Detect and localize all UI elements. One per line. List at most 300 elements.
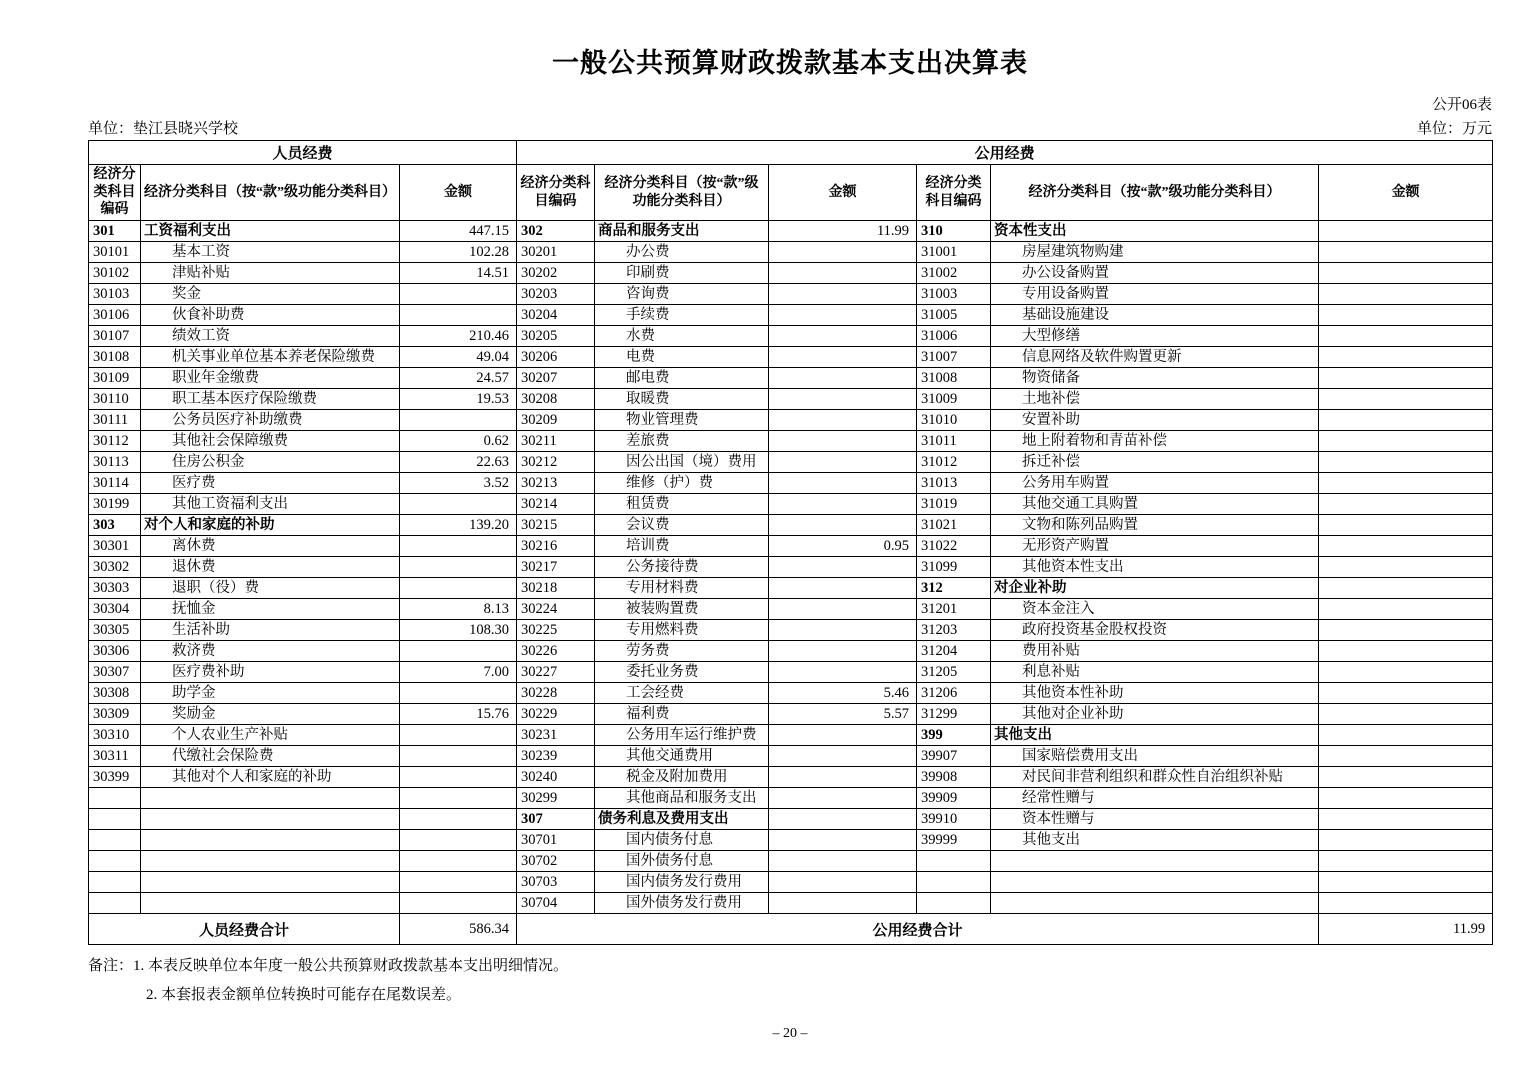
cell-code: 31204 [917, 641, 991, 662]
cell-code: 30224 [517, 599, 595, 620]
cell-amount [1319, 809, 1493, 830]
cell-amount [769, 431, 917, 452]
cell-name: 绩效工资 [141, 326, 400, 347]
group-header-personnel: 人员经费 [89, 141, 517, 165]
cell-code: 31021 [917, 515, 991, 536]
cell-code: 30229 [517, 704, 595, 725]
cell-amount [769, 242, 917, 263]
cell-amount: 14.51 [400, 263, 517, 284]
table-row [89, 494, 1493, 515]
cell-code: 30217 [517, 557, 595, 578]
cell-amount [769, 809, 917, 830]
cell-amount [400, 557, 517, 578]
cell-amount [1319, 851, 1493, 872]
cell-name: 医疗费 [141, 473, 400, 494]
unit-row [88, 117, 1492, 138]
cell-code: 31001 [917, 242, 991, 263]
cell-name: 电费 [595, 347, 769, 368]
personnel-total-label: 人员经费合计 [89, 914, 400, 945]
cell-name: 安置补助 [991, 410, 1319, 431]
cell-name: 取暖费 [595, 389, 769, 410]
cell-amount [1319, 515, 1493, 536]
cell-name: 医疗费补助 [141, 662, 400, 683]
cell-code: 30103 [89, 284, 141, 305]
cell-name: 津贴补贴 [141, 263, 400, 284]
cell-name: 国外债务发行费用 [595, 893, 769, 914]
cell-amount [769, 746, 917, 767]
column-header-code: 经济分类科目编码 [89, 165, 141, 221]
cell-code: 31299 [917, 704, 991, 725]
table-row [89, 830, 1493, 851]
cell-name: 其他商品和服务支出 [595, 788, 769, 809]
table-row [89, 263, 1493, 284]
cell-name: 物资储备 [991, 368, 1319, 389]
cell-code: 307 [517, 809, 595, 830]
cell-code [89, 851, 141, 872]
column-header-subject: 经济分类科目（按“款”级功能分类科目） [141, 165, 400, 221]
cell-name: 大型修缮 [991, 326, 1319, 347]
cell-amount [1319, 221, 1493, 242]
cell-code [89, 809, 141, 830]
cell-code: 30239 [517, 746, 595, 767]
cell-name: 公务用车购置 [991, 473, 1319, 494]
cell-amount [1319, 305, 1493, 326]
cell-name: 无形资产购置 [991, 536, 1319, 557]
cell-code: 30299 [517, 788, 595, 809]
table-row [89, 725, 1493, 746]
cell-code: 30304 [89, 599, 141, 620]
cell-name: 债务利息及费用支出 [595, 809, 769, 830]
cell-code: 30106 [89, 305, 141, 326]
cell-code: 30307 [89, 662, 141, 683]
cell-amount [769, 725, 917, 746]
cell-name [991, 851, 1319, 872]
form-code-label: 公开06表 [1431, 97, 1492, 113]
cell-name: 其他资本性补助 [991, 683, 1319, 704]
cell-amount: 3.52 [400, 473, 517, 494]
cell-amount [769, 284, 917, 305]
cell-code: 31013 [917, 473, 991, 494]
cell-name [141, 788, 400, 809]
cell-name: 资本性支出 [991, 221, 1319, 242]
cell-name: 工资福利支出 [141, 221, 400, 242]
cell-code: 301 [89, 221, 141, 242]
cell-name: 机关事业单位基本养老保险缴费 [141, 347, 400, 368]
cell-name: 离休费 [141, 536, 400, 557]
cell-code [89, 872, 141, 893]
cell-amount [1319, 410, 1493, 431]
note-line-1: 备注：1. 本表反映单位本年度一般公共预算财政拨款基本支出明细情况。 [88, 958, 569, 974]
cell-name: 水费 [595, 326, 769, 347]
column-header-amount: 金额 [769, 165, 917, 221]
cell-name: 会议费 [595, 515, 769, 536]
cell-amount [1319, 578, 1493, 599]
cell-amount [769, 851, 917, 872]
cell-code: 30216 [517, 536, 595, 557]
cell-name [141, 851, 400, 872]
cell-code: 30702 [517, 851, 595, 872]
cell-name: 救济费 [141, 641, 400, 662]
cell-code: 30214 [517, 494, 595, 515]
cell-amount [769, 347, 917, 368]
cell-name: 地上附着物和青苗补偿 [991, 431, 1319, 452]
cell-name: 对民间非营利组织和群众性自治组织补贴 [991, 767, 1319, 788]
cell-name: 职业年金缴费 [141, 368, 400, 389]
cell-amount [769, 872, 917, 893]
cell-code: 30301 [89, 536, 141, 557]
cell-name [141, 830, 400, 851]
cell-name: 其他对企业补助 [991, 704, 1319, 725]
cell-amount [1319, 767, 1493, 788]
cell-amount [1319, 725, 1493, 746]
cell-name: 委托业务费 [595, 662, 769, 683]
cell-code: 30310 [89, 725, 141, 746]
cell-amount [400, 872, 517, 893]
cell-code [917, 851, 991, 872]
cell-amount [1319, 536, 1493, 557]
cell-name: 房屋建筑物购建 [991, 242, 1319, 263]
note-line-2: 2. 本套报表金额单位转换时可能存在尾数误差。 [146, 987, 462, 1003]
cell-amount [1319, 641, 1493, 662]
cell-name: 公务员医疗补助缴费 [141, 410, 400, 431]
cell-name: 工会经费 [595, 683, 769, 704]
cell-amount [1319, 620, 1493, 641]
cell-name: 其他交通费用 [595, 746, 769, 767]
cell-name: 其他支出 [991, 830, 1319, 851]
cell-amount: 102.28 [400, 242, 517, 263]
cell-code: 30205 [517, 326, 595, 347]
table-row [89, 557, 1493, 578]
cell-code: 30703 [517, 872, 595, 893]
cell-name: 基本工资 [141, 242, 400, 263]
cell-code: 31012 [917, 452, 991, 473]
table-body [89, 221, 1493, 914]
cell-amount [400, 305, 517, 326]
table-row [89, 788, 1493, 809]
table-row [89, 809, 1493, 830]
cell-code: 39907 [917, 746, 991, 767]
public-total-label: 公用经费合计 [517, 914, 1319, 945]
cell-name: 公务接待费 [595, 557, 769, 578]
cell-name: 资本金注入 [991, 599, 1319, 620]
cell-code: 30114 [89, 473, 141, 494]
cell-name: 基础设施建设 [991, 305, 1319, 326]
cell-amount: 24.57 [400, 368, 517, 389]
cell-name [141, 893, 400, 914]
cell-code: 30101 [89, 242, 141, 263]
cell-name: 印刷费 [595, 263, 769, 284]
cell-code: 30215 [517, 515, 595, 536]
cell-code: 30203 [517, 284, 595, 305]
cell-code: 31201 [917, 599, 991, 620]
cell-name [991, 872, 1319, 893]
cell-code: 399 [917, 725, 991, 746]
cell-name: 维修（护）费 [595, 473, 769, 494]
cell-code: 39909 [917, 788, 991, 809]
cell-code [917, 872, 991, 893]
cell-amount [400, 767, 517, 788]
cell-amount [400, 410, 517, 431]
cell-name: 手续费 [595, 305, 769, 326]
cell-name: 代缴社会保险费 [141, 746, 400, 767]
cell-code: 30311 [89, 746, 141, 767]
cell-amount [400, 725, 517, 746]
cell-amount [769, 599, 917, 620]
table-row [89, 242, 1493, 263]
column-header-subject: 经济分类科目（按“款”级功能分类科目） [991, 165, 1319, 221]
cell-name: 国内债务发行费用 [595, 872, 769, 893]
cell-code: 30111 [89, 410, 141, 431]
cell-code: 31005 [917, 305, 991, 326]
totals-row [89, 914, 1493, 945]
cell-amount [1319, 452, 1493, 473]
cell-code: 31006 [917, 326, 991, 347]
table-row [89, 851, 1493, 872]
cell-amount [400, 284, 517, 305]
cell-code [89, 788, 141, 809]
cell-code: 31003 [917, 284, 991, 305]
cell-name [141, 872, 400, 893]
cell-amount [769, 410, 917, 431]
cell-code: 31203 [917, 620, 991, 641]
cell-name: 办公设备购置 [991, 263, 1319, 284]
cell-name: 专用设备购置 [991, 284, 1319, 305]
cell-amount [400, 809, 517, 830]
cell-name: 国外债务付息 [595, 851, 769, 872]
cell-amount: 49.04 [400, 347, 517, 368]
cell-amount [769, 641, 917, 662]
cell-amount [1319, 662, 1493, 683]
cell-name: 抚恤金 [141, 599, 400, 620]
cell-amount [1319, 284, 1493, 305]
cell-code: 30303 [89, 578, 141, 599]
cell-name: 咨询费 [595, 284, 769, 305]
table-row [89, 893, 1493, 914]
table-row [89, 599, 1493, 620]
cell-code: 30102 [89, 263, 141, 284]
cell-amount [400, 536, 517, 557]
cell-code: 31205 [917, 662, 991, 683]
cell-code: 39908 [917, 767, 991, 788]
cell-amount [1319, 830, 1493, 851]
cell-amount [1319, 704, 1493, 725]
cell-amount: 5.46 [769, 683, 917, 704]
cell-code: 30212 [517, 452, 595, 473]
cell-amount [769, 893, 917, 914]
cell-amount [769, 620, 917, 641]
cell-name: 差旅费 [595, 431, 769, 452]
cell-amount [769, 662, 917, 683]
cell-name: 商品和服务支出 [595, 221, 769, 242]
cell-name: 邮电费 [595, 368, 769, 389]
cell-name: 土地补偿 [991, 389, 1319, 410]
cell-name [141, 809, 400, 830]
cell-amount [400, 788, 517, 809]
cell-code: 30228 [517, 683, 595, 704]
table-row [89, 515, 1493, 536]
cell-name: 住房公积金 [141, 452, 400, 473]
column-header-code: 经济分类科目编码 [917, 165, 991, 221]
cell-amount [1319, 494, 1493, 515]
cell-code: 30399 [89, 767, 141, 788]
cell-name: 福利费 [595, 704, 769, 725]
cell-code: 30202 [517, 263, 595, 284]
table-row [89, 452, 1493, 473]
cell-amount [1319, 263, 1493, 284]
cell-name [991, 893, 1319, 914]
cell-code: 30107 [89, 326, 141, 347]
cell-code: 31009 [917, 389, 991, 410]
cell-amount: 8.13 [400, 599, 517, 620]
cell-amount: 139.20 [400, 515, 517, 536]
cell-name: 租赁费 [595, 494, 769, 515]
cell-code: 30704 [517, 893, 595, 914]
table-row [89, 305, 1493, 326]
cell-amount [1319, 557, 1493, 578]
cell-name: 专用燃料费 [595, 620, 769, 641]
cell-amount: 108.30 [400, 620, 517, 641]
cell-name: 利息补贴 [991, 662, 1319, 683]
cell-name: 国内债务付息 [595, 830, 769, 851]
group-header-row [89, 141, 1493, 165]
cell-amount [769, 326, 917, 347]
group-header-public: 公用经费 [517, 141, 1493, 165]
cell-name: 助学金 [141, 683, 400, 704]
cell-amount: 22.63 [400, 452, 517, 473]
table-row [89, 704, 1493, 725]
table-row [89, 389, 1493, 410]
cell-name: 政府投资基金股权投资 [991, 620, 1319, 641]
table-row [89, 536, 1493, 557]
cell-code [917, 893, 991, 914]
cell-amount [1319, 473, 1493, 494]
cell-amount: 7.00 [400, 662, 517, 683]
cell-code: 30305 [89, 620, 141, 641]
cell-name: 对个人和家庭的补助 [141, 515, 400, 536]
cell-amount [769, 767, 917, 788]
cell-amount: 0.95 [769, 536, 917, 557]
cell-code: 30701 [517, 830, 595, 851]
cell-amount [1319, 746, 1493, 767]
cell-amount [769, 263, 917, 284]
cell-code: 31011 [917, 431, 991, 452]
cell-code: 31099 [917, 557, 991, 578]
cell-amount [400, 641, 517, 662]
cell-code: 30113 [89, 452, 141, 473]
cell-code: 31019 [917, 494, 991, 515]
cell-amount [400, 851, 517, 872]
cell-name: 税金及附加费用 [595, 767, 769, 788]
cell-code: 302 [517, 221, 595, 242]
table-row [89, 410, 1493, 431]
cell-amount: 0.62 [400, 431, 517, 452]
cell-code: 30204 [517, 305, 595, 326]
cell-amount [1319, 347, 1493, 368]
table-row [89, 872, 1493, 893]
page-number: – 20 – [772, 1026, 808, 1041]
cell-amount [400, 578, 517, 599]
cell-code: 30208 [517, 389, 595, 410]
cell-amount [400, 830, 517, 851]
cell-name: 拆迁补偿 [991, 452, 1319, 473]
cell-code: 30308 [89, 683, 141, 704]
cell-name: 奖金 [141, 284, 400, 305]
cell-name: 职工基本医疗保险缴费 [141, 389, 400, 410]
table-row [89, 662, 1493, 683]
cell-name: 退休费 [141, 557, 400, 578]
cell-name: 其他支出 [991, 725, 1319, 746]
cell-name: 奖励金 [141, 704, 400, 725]
cell-code: 303 [89, 515, 141, 536]
cell-code: 31008 [917, 368, 991, 389]
cell-name: 退职（役）费 [141, 578, 400, 599]
cell-amount [400, 683, 517, 704]
cell-name: 伙食补助费 [141, 305, 400, 326]
cell-amount [400, 494, 517, 515]
cell-code: 30206 [517, 347, 595, 368]
cell-amount [400, 746, 517, 767]
cell-amount [1319, 242, 1493, 263]
table-row [89, 578, 1493, 599]
cell-name: 劳务费 [595, 641, 769, 662]
cell-amount [769, 830, 917, 851]
cell-amount [769, 557, 917, 578]
cell-name: 信息网络及软件购置更新 [991, 347, 1319, 368]
column-header-row [89, 165, 1493, 221]
cell-code: 312 [917, 578, 991, 599]
cell-code: 30227 [517, 662, 595, 683]
table-row [89, 284, 1493, 305]
cell-amount: 15.76 [400, 704, 517, 725]
cell-code: 30211 [517, 431, 595, 452]
cell-code: 30240 [517, 767, 595, 788]
table-row [89, 326, 1493, 347]
cell-amount [1319, 368, 1493, 389]
cell-code: 30108 [89, 347, 141, 368]
cell-code: 30231 [517, 725, 595, 746]
cell-code: 30209 [517, 410, 595, 431]
cell-code: 30207 [517, 368, 595, 389]
page-title: 一般公共预算财政拨款基本支出决算表 [552, 48, 1028, 78]
personnel-total-amount: 586.34 [400, 914, 517, 945]
cell-code: 39910 [917, 809, 991, 830]
table-row [89, 746, 1493, 767]
cell-code: 39999 [917, 830, 991, 851]
cell-amount [1319, 788, 1493, 809]
cell-amount: 210.46 [400, 326, 517, 347]
notes-block [88, 952, 1492, 1010]
cell-code [89, 830, 141, 851]
cell-amount [769, 473, 917, 494]
cell-code: 31007 [917, 347, 991, 368]
cell-name: 其他对个人和家庭的补助 [141, 767, 400, 788]
cell-name: 经常性赠与 [991, 788, 1319, 809]
cell-amount [769, 578, 917, 599]
cell-name: 个人农业生产补贴 [141, 725, 400, 746]
table-row [89, 368, 1493, 389]
cell-name: 费用补贴 [991, 641, 1319, 662]
column-header-amount: 金额 [1319, 165, 1493, 221]
table-row [89, 473, 1493, 494]
cell-amount [769, 515, 917, 536]
cell-amount [769, 368, 917, 389]
cell-code: 30225 [517, 620, 595, 641]
unit-name-label: 单位：垫江县晓兴学校 [88, 121, 239, 137]
column-header-code: 经济分类科目编码 [517, 165, 595, 221]
cell-name: 办公费 [595, 242, 769, 263]
cell-name: 生活补助 [141, 620, 400, 641]
cell-name: 资本性赠与 [991, 809, 1319, 830]
